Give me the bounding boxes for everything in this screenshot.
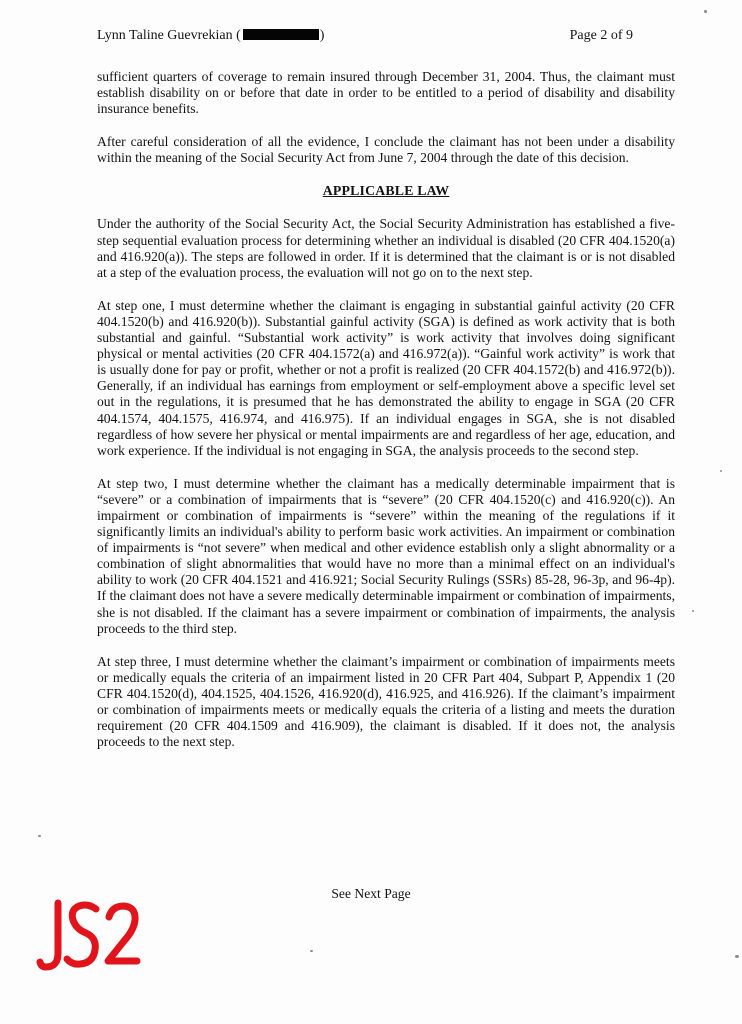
scan-speck — [310, 950, 313, 952]
scan-speck — [720, 470, 722, 472]
paragraph-insured-status: sufficient quarters of coverage to remain insured through December 31, 2004. Thus, the claimant must establish disability on or before that date in order to be entitled to a period of disability and disability insurance benefits. — [97, 69, 675, 117]
section-heading: APPLICABLE LAW — [322, 183, 450, 199]
paragraph-step-three: At step three, I must determine whether the claimant’s impairment or combination of impairments meets or medically equals the criteria of an impairment listed in 20 CFR Part 404, Subpart P, Appendix 1 (20 CFR 404.1520(d), 404.1525, 404.1526, 416.920(d), 416.925, and 416.926). If the claimant’s impairment or combination of impairments meets or medically equals the criteria of a listing and meets the duration requirement (20 CFR 404.1509 and 416.909), the claimant is disabled. If it does not, the analysis proceeds to the next step. — [97, 653, 675, 750]
scan-speck — [38, 835, 41, 837]
scan-speck — [735, 955, 739, 958]
see-next-page: See Next Page — [331, 886, 411, 901]
redaction-bar — [243, 29, 319, 40]
claimant-name-prefix: Lynn Taline Guevrekian ( — [97, 28, 241, 43]
paragraph-evaluation-process: Under the authority of the Social Security Act, the Social Security Administration has established a five-step sequential evaluation process for determining whether an individual is disabled (20 CFR 404.1520(a) and 416.920(a)). The steps are followed in order. If it is determined that the claimant is or is not disabled at a step of the evaluation process, the evaluation will not go on to the next step. — [97, 216, 675, 280]
paragraph-conclusion: After careful consideration of all the evidence, I conclude the claimant has not been under a disability within the meaning of the Social Security Act from June 7, 2004 through the date of this decision. — [97, 134, 675, 166]
claimant-name — [97, 27, 324, 45]
document-body — [97, 69, 675, 767]
scan-speck — [704, 10, 707, 13]
claimant-name-suffix: ) — [319, 28, 325, 43]
scan-speck — [692, 610, 694, 612]
paragraph-step-one: At step one, I must determine whether the claimant is engaging in substantial gainful activity (20 CFR 404.1520(b) and 416.920(b)). Substantial gainful activity (SGA) is defined as work activity that is both substantial and gainful. “Substantial work activity” is work activity that involves doing significant physical or mental activities (20 CFR 404.1572(a) and 416.972(a)). “Gainful work activity” is work that is usually done for pay or profit, whether or not a profit is realized (20 CFR 404.1572(b) and 416.972(b)). Generally, if an individual has earnings from employment or self-employment above a specific level set out in the regulations, it is presumed that he has demonstrated the ability to engage in SGA (20 CFR 404.1574, 404.1575, 416.974, and 416.975). If an individual engages in SGA, she is not disabled regardless of how severe her physical or mental impairments are and regardless of her age, education, and work experience. If the individual is not engaging in SGA, the analysis proceeds to the second step. — [97, 297, 675, 458]
js2-stamp — [36, 895, 146, 977]
paragraph-step-two: At step two, I must determine whether the claimant has a medically determinable impairment that is “severe” or a combination of impairments that is “severe” (20 CFR 404.1520(c) and 416.920(c)). An impairment or combination of impairments is “severe” within the meaning of the regulations if it significantly limits an individual's ability to perform basic work activities. An impairment or combination of impairments is “not severe” when medical and other evidence establish only a slight abnormality or a combination of slight abnormalities that would have no more than a minimal effect on an individual's ability to work (20 CFR 404.1521 and 416.921; Social Security Rulings (SSRs) 85-28, 96-3p, and 96-4p). If the claimant does not have a severe medically determinable impairment or combination of impairments, she is not disabled. If the claimant has a severe impairment or combination of impairments, the analysis proceeds to the third step. — [97, 475, 675, 636]
page-number: Page 2 of 9 — [569, 28, 633, 43]
page-header — [97, 27, 663, 47]
